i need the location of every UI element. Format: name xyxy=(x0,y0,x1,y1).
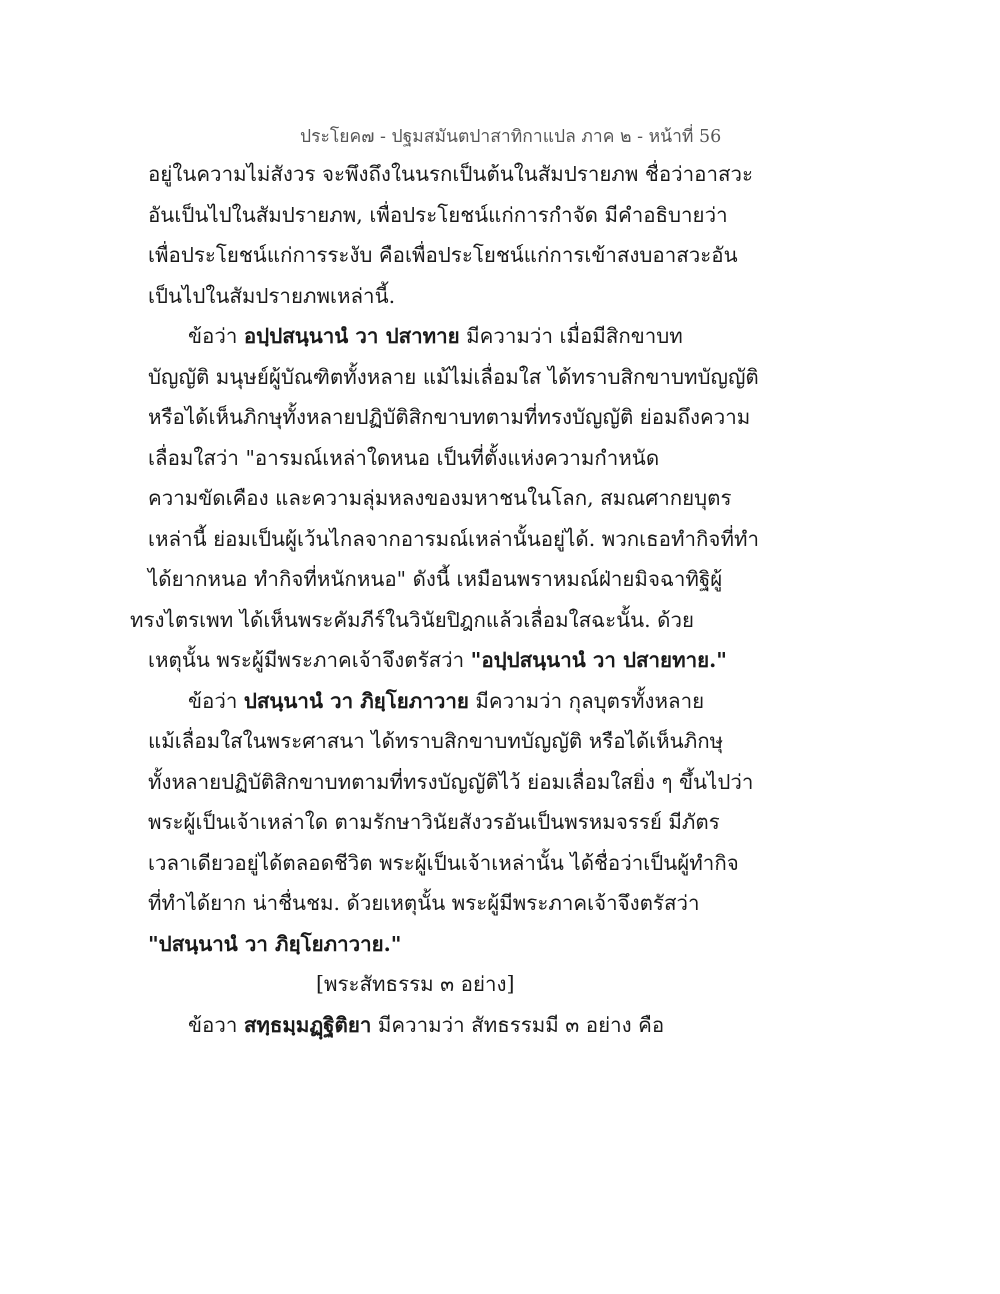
paragraph-start-line xyxy=(148,316,738,357)
text-line: เหล่านี้ ย่อมเป็นผู้เว้นไกลจากอารมณ์เหล่านั้นอยู่ได้. พวกเธอทำกิจที่ทำ xyxy=(148,526,759,551)
text-line: พระผู้เป็นเจ้าเหล่าใด ตามรักษาวินัยสังวรอันเป็นพรหมจรรย์ มีภัตร xyxy=(148,810,720,834)
text-span: ข้อว่า xyxy=(188,688,244,713)
pali-term: อปฺปสนฺนานํ วา ปสาทาย xyxy=(243,324,460,348)
pali-term: ปสนฺนานํ วา ภิยฺโยภาวาย xyxy=(243,688,469,713)
text-line: แม้เลื่อมใสในพระศาสนา ได้ทราบสิกขาบทบัญญัติ หรือได้เห็นภิกษุ xyxy=(148,729,724,753)
text-line: ทั้งหลายปฏิบัติสิกขาบทตามที่ทรงบัญญัติไว้ ย่อมเลื่อมใสยิ่ง ๆ ขึ้นไปว่า xyxy=(148,769,754,794)
text-line: เลื่อมใสว่า "อารมณ์เหล่าใดหนอ เป็นที่ตั้งแห่งความกำหนัด xyxy=(148,445,660,470)
text-line: หรือได้เห็นภิกษุทั้งหลายปฏิบัติสิกขาบทตามที่ทรงบัญญัติ ย่อมถึงความ xyxy=(148,405,751,429)
text-line: บัญญัติ มนุษย์ผู้บัณฑิตทั้งหลาย แม้ไม่เลื่อมใส ได้ทราบสิกขาบทบัญญัติ xyxy=(148,364,759,389)
text-line xyxy=(148,924,738,965)
text-line: ที่ทำได้ยาก น่าชื่นชม. ด้วยเหตุนั้น พระผู้มีพระภาคเจ้าจึงตรัสว่า xyxy=(148,891,700,915)
running-header: ประโยค๗ - ปฐมสมันตปาสาทิกาแปล ภาค ๒ - หน้าที่ 56 xyxy=(300,127,722,147)
text-span: มีความว่า สัทธรรมมี ๓ อย่าง คือ xyxy=(371,1012,665,1037)
text-line: อันเป็นไปในสัมปรายภพ, เพื่อประโยชน์แก่การกำจัด มีคำอธิบายว่า xyxy=(148,202,728,227)
body-text xyxy=(130,154,759,1045)
text-line: ได้ยากหนอ ทำกิจที่หนักหนอ" ดังนี้ เหมือนพราหมณ์ฝ่ายมิจฉาทิฐิผู้ xyxy=(148,567,723,591)
text-span: เหตุนั้น พระผู้มีพระภาคเจ้าจึงตรัสว่า xyxy=(148,648,471,672)
pali-quote: "ปสนฺนานํ วา ภิยฺโยภาวาย." xyxy=(148,931,402,956)
text-line: ความขัดเคือง และความลุ่มหลงของมหาชนในโลก, สมณศากยบุตร xyxy=(148,486,732,510)
text-span: มีความว่า กุลบุตรทั้งหลาย xyxy=(468,688,705,713)
text-line: ทรงไตรเพท ได้เห็นพระคัมภีร์ในวินัยปิฎกแล้วเลื่อมใสฉะนั้น. ด้วย xyxy=(130,607,694,632)
pali-term: สทฺธมฺมฏฺฐิติยา xyxy=(243,1012,372,1037)
text-line xyxy=(148,640,738,681)
paragraph-start-line xyxy=(148,681,738,722)
paragraph-start-line xyxy=(148,1005,738,1046)
text-line: เวลาเดียวอยู่ได้ตลอดชีวิต พระผู้เป็นเจ้าเหล่านั้น ได้ชื่อว่าเป็นผู้ทำกิจ xyxy=(148,850,739,875)
text-line: อยู่ในความไม่สังวร จะพึงถึงในนรกเป็นต้นในสัมปรายภพ ชื่อว่าอาสวะ xyxy=(148,162,754,186)
pali-quote: "อปฺปสนฺนานํ วา ปสายทาย." xyxy=(470,648,727,672)
text-span: มีความว่า เมื่อมีสิกขาบท xyxy=(459,324,683,348)
text-span: ข้อว่า xyxy=(188,324,244,348)
text-span: ข้อวา xyxy=(188,1012,244,1037)
text-line: เป็นไปในสัมปรายภพเหล่านี้. xyxy=(148,283,396,308)
section-heading: [พระสัทธรรม ๓ อย่าง] xyxy=(316,972,515,996)
text-line: เพื่อประโยชน์แก่การระงับ คือเพื่อประโยชน์แก่การเข้าสงบอาสวะอัน xyxy=(148,243,738,267)
